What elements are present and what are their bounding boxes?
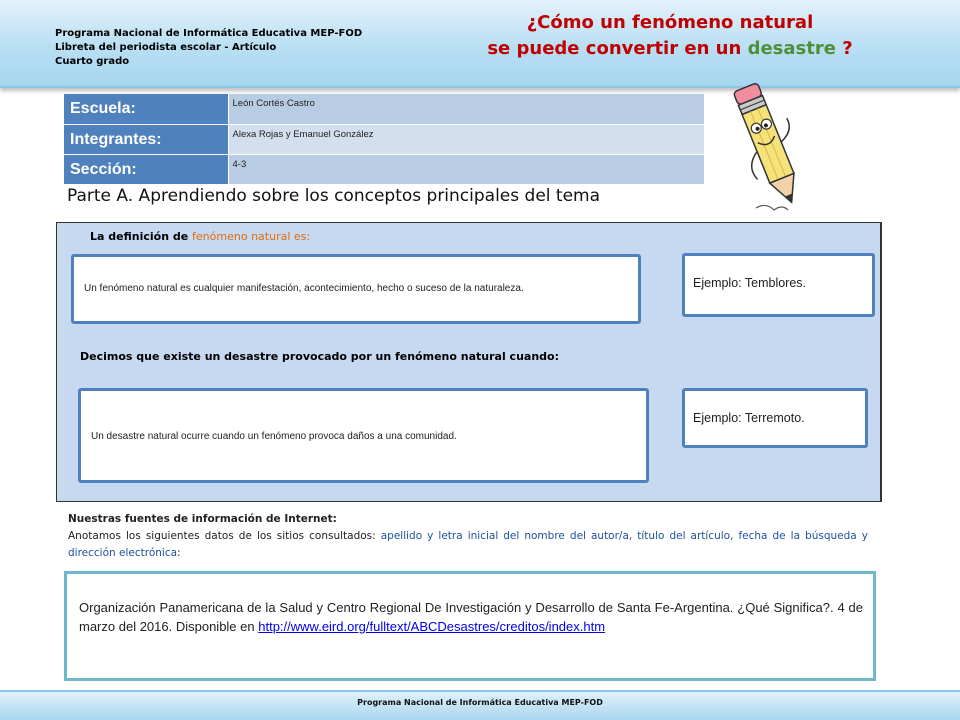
example-1-box[interactable] (682, 253, 875, 317)
footer-text: Programa Nacional de Informática Educativa MEP-FOD (357, 698, 603, 707)
grade-label: Cuarto grado (55, 56, 130, 67)
title-line-2-prefix: se puede convertir en un (487, 38, 742, 59)
example-2-box[interactable] (682, 388, 868, 448)
disaster-answer-box[interactable] (78, 388, 649, 483)
members-label: Integrantes: (64, 124, 228, 154)
program-name: Programa Nacional de Informática Educativa MEP-FOD (55, 28, 363, 39)
sources-fields: apellido y letra inicial del nombre del autor/a, título del artículo, fecha de la búsqueda y dirección electrónica (68, 530, 868, 559)
title-line-1: ¿Cómo un fenómeno natural (526, 12, 814, 33)
definition-label (90, 230, 310, 243)
page-title (420, 10, 920, 62)
school-value[interactable]: León Cortés Castro (228, 94, 704, 124)
citation-text: Organización Panamericana de la Salud y Centro Regional De Investigación y Desarrollo de Santa Fe-Argentina. ¿Qué Significa?. 4 de marzo del 2016. Disponible en (79, 600, 863, 634)
disaster-label: Decimos que existe un desastre provocado por un fenómeno natural cuando: (80, 350, 559, 363)
sources-instructions (68, 511, 868, 562)
header-band (0, 0, 960, 88)
table-row (64, 154, 704, 184)
sources-heading: Nuestras fuentes de información de Internet: (68, 513, 337, 525)
source-link[interactable]: http://www.eird.org/fulltext/ABCDesastres/creditos/index.htm (258, 619, 606, 634)
title-line-2-suffix: ? (835, 38, 853, 59)
source-citation-box[interactable] (64, 571, 876, 681)
footer-band (0, 690, 960, 720)
definition-label-text: La definición de (90, 230, 189, 243)
title-line-2 (420, 36, 920, 62)
sources-intro (68, 528, 868, 562)
notebook-name: Libreta del periodista escolar - Artículo (55, 42, 277, 53)
school-label: Escuela: (64, 94, 228, 124)
program-info (55, 27, 362, 69)
table-row (64, 124, 704, 154)
definition-answer-text: Un fenómeno natural es cualquier manifestación, acontecimiento, hecho o suceso de la naturaleza. (84, 283, 524, 294)
members-value[interactable]: Alexa Rojas y Emanuel González (228, 124, 704, 154)
pencil-mascot-icon (726, 76, 816, 216)
part-a-title: Parte A. Aprendiendo sobre los conceptos principales del tema (67, 186, 601, 206)
sources-colon: : (177, 547, 181, 559)
disaster-answer-text: Un desastre natural ocurre cuando un fenómeno provoca daños a una comunidad. (91, 431, 457, 442)
student-info-table (64, 94, 704, 185)
sources-intro-text: Anotamos los siguientes datos de los sitios consultados: (68, 530, 381, 542)
definition-highlight: fenómeno natural es: (192, 230, 311, 243)
source-citation (79, 598, 863, 636)
example-1-text: Ejemplo: Temblores. (693, 276, 807, 290)
section-value[interactable]: 4-3 (228, 154, 704, 184)
definition-answer-box[interactable] (71, 254, 641, 324)
example-2-text: Ejemplo: Terremoto. (693, 411, 805, 425)
title-highlight: desastre (747, 38, 836, 59)
table-row (64, 94, 704, 124)
section-label: Sección: (64, 154, 228, 184)
